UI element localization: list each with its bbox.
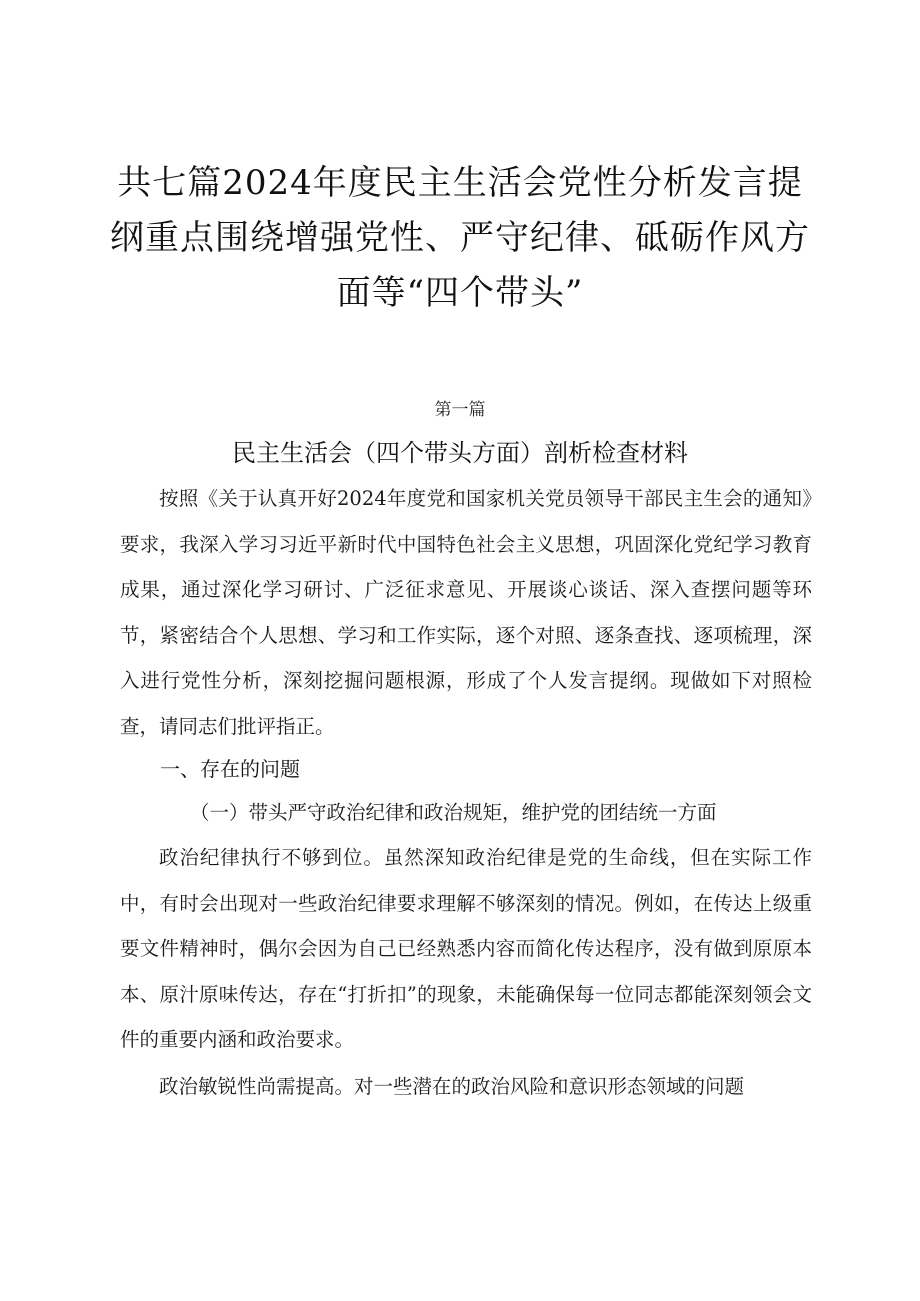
intro-paragraph: 按照《关于认真开好2024年度党和国家机关党员领导干部民主生会的通知》要求，我深入学习习近平新时代中国特色社会主义思想，巩固深化党纪学习教育成果，通过深化学习研讨、广泛征求意见、开展谈心谈话、深入查摆问题等环节，紧密结合个人思想、学习和工作实际，逐个对照、逐条查找、逐项梳理，深入进行党性分析，深刻挖掘问题根源，形成了个人发言提纲。现做如下对照检查，请同志们批评指正。: [120, 487, 812, 738]
document-title-line-2: 纲重点围绕增强党性、严守纪律、砥砺作风方: [110, 218, 810, 258]
document-title: [110, 156, 810, 321]
part-label: 第一篇: [434, 400, 486, 420]
body-paragraph: 政治纪律执行不够到位。虽然深知政治纪律是党的生命线，但在实际工作中，有时会出现对一些政治纪律要求理解不够深刻的情况。例如，在传达上级重要文件精神时，偶尔会因为自己已经熟悉内容而简化传达程序，没有做到原原本本、原汁原味传达，存在“打折扣”的现象，未能确保每一位同志都能深刻领会文件的重要内涵和政治要求。: [120, 846, 812, 1051]
section-heading: 一、存在的问题: [160, 757, 300, 781]
part-title: 民主生活会（四个带头方面）剖析检查材料: [232, 439, 688, 467]
document-title-line-3: 面等“四个带头”: [336, 273, 584, 313]
subsection-heading: （一）带头严守政治纪律和政治规矩，维护党的团结统一方面: [190, 801, 717, 824]
document-title-line-1: 共七篇2024年度民主生活会党性分析发言提: [117, 163, 803, 203]
body-paragraph: 政治敏锐性尚需提高。对一些潜在的政治风险和意识形态领域的问题: [159, 1075, 745, 1098]
